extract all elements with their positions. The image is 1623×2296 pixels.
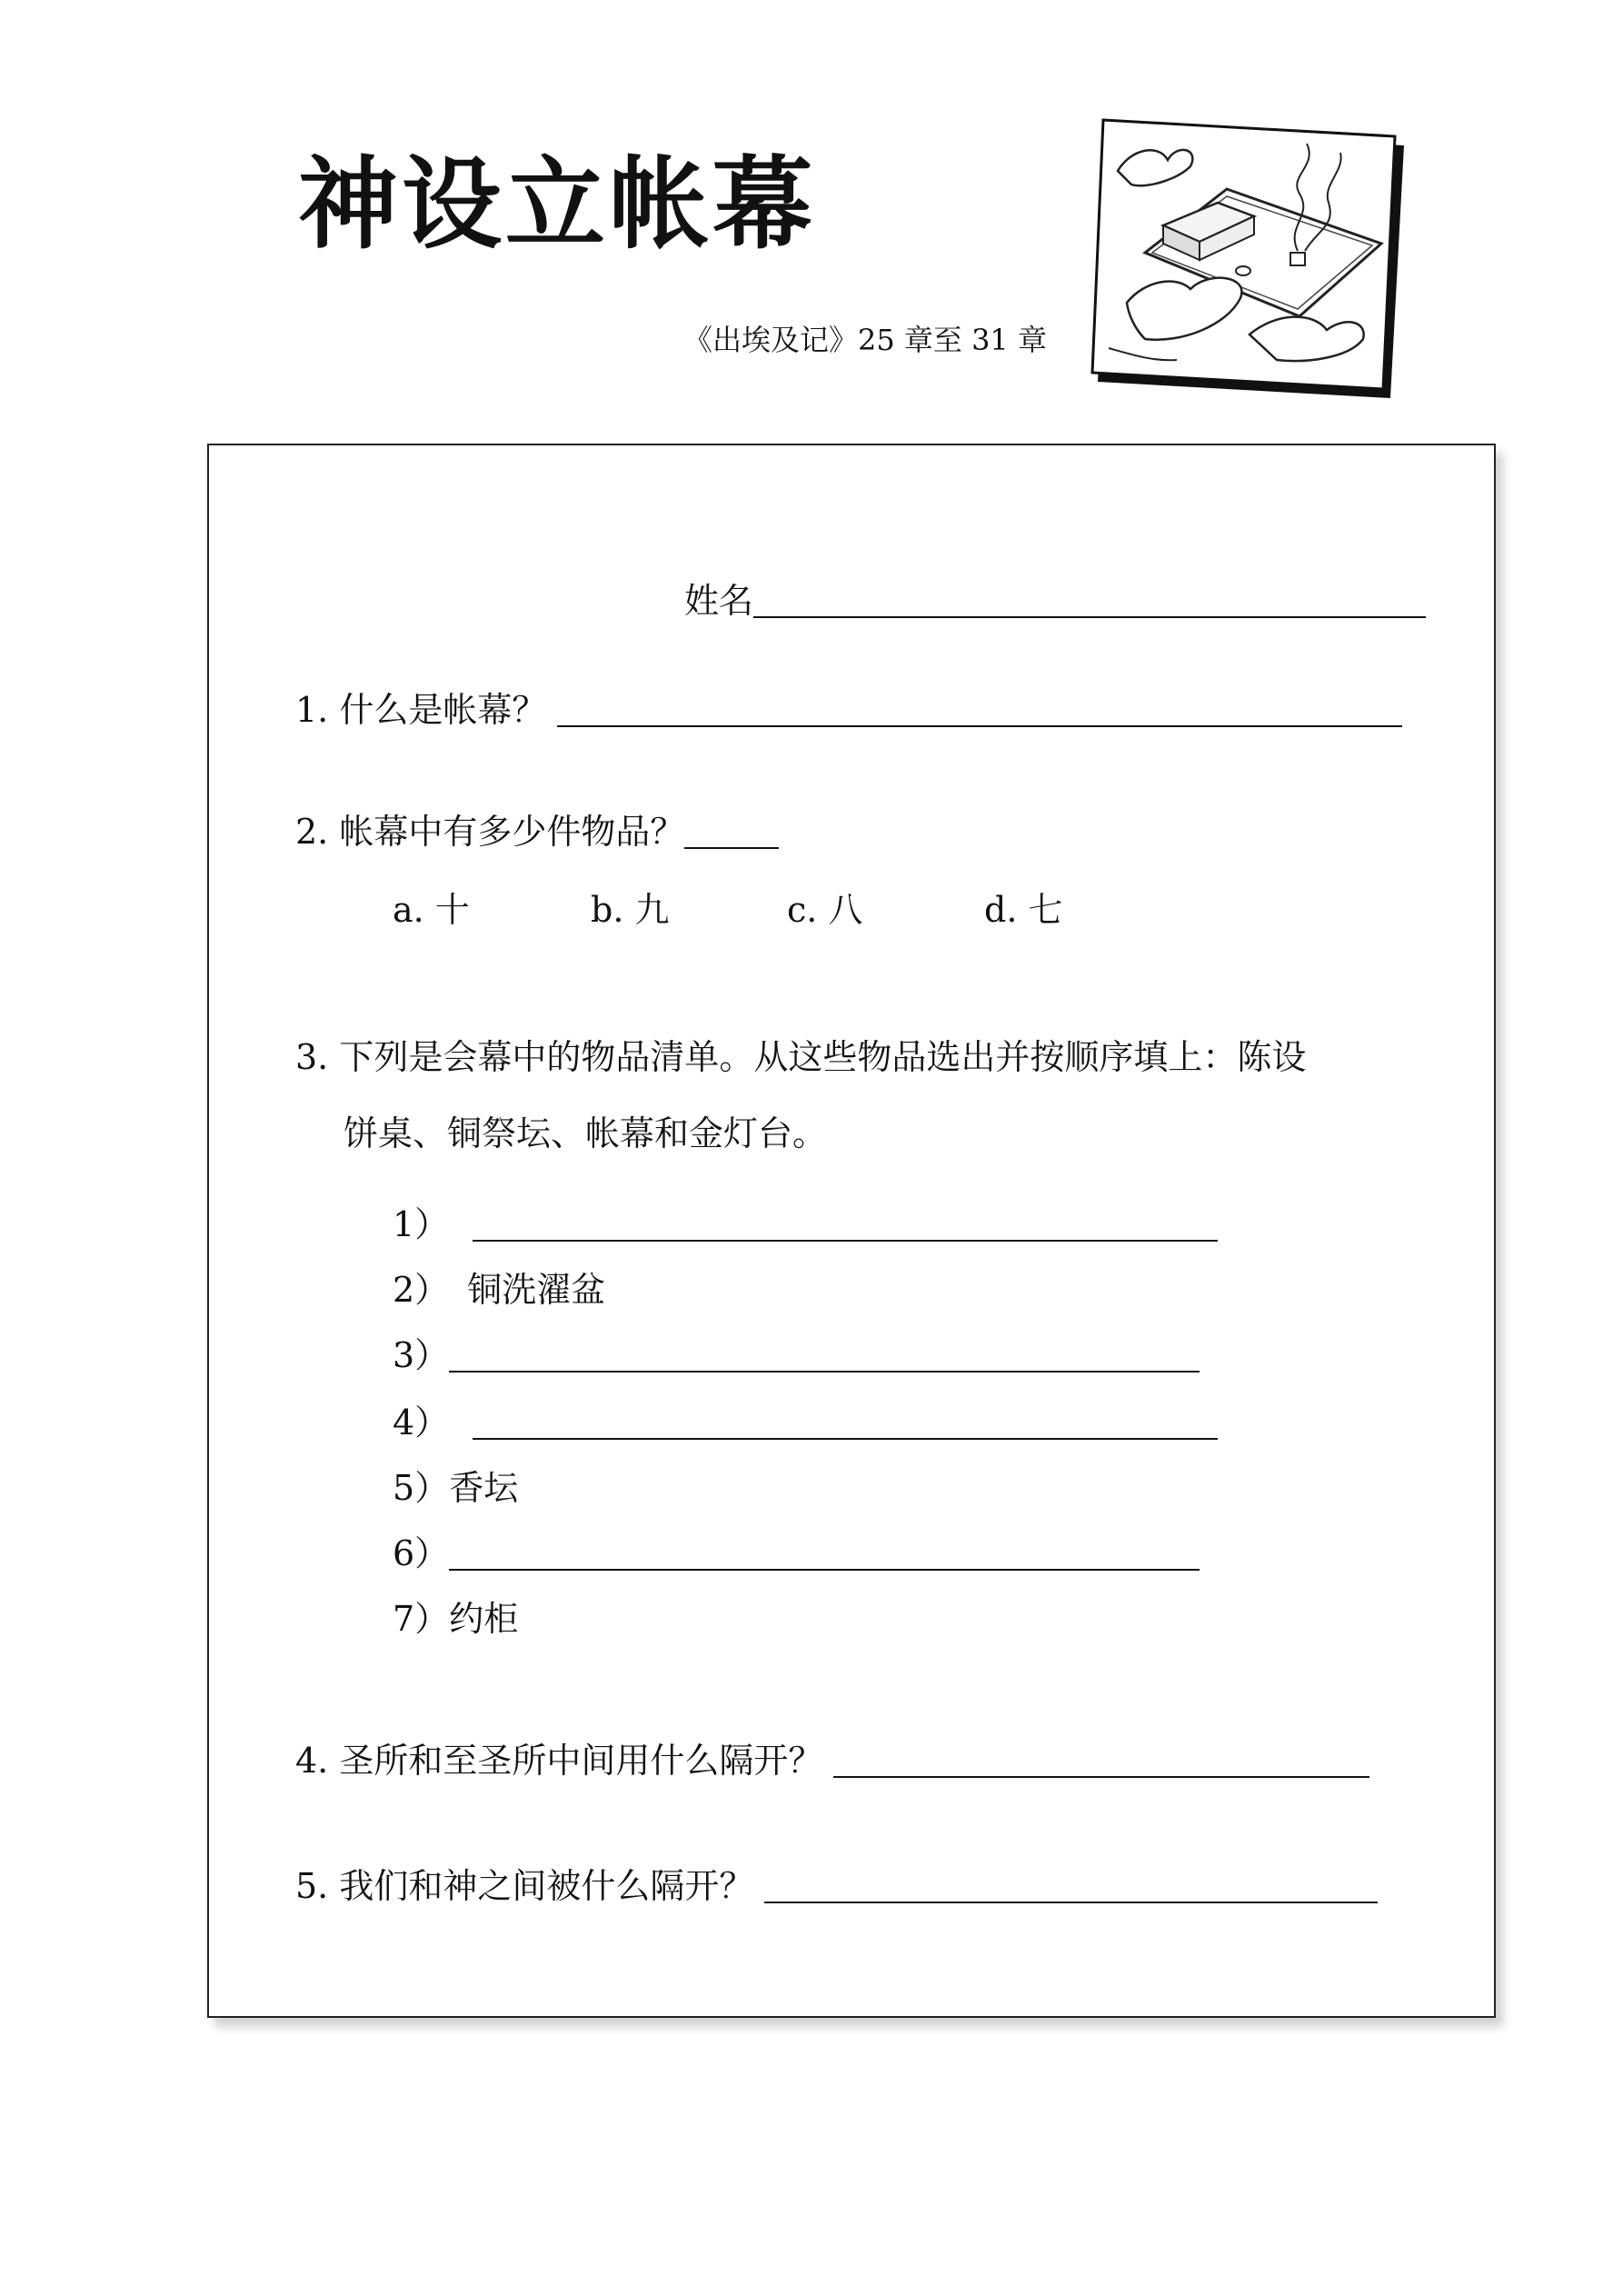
question-2-answer-field[interactable]: [684, 816, 779, 849]
question-2-option-c[interactable]: c. 八: [787, 890, 863, 930]
question-2-option-d[interactable]: d. 七: [984, 890, 1063, 930]
list-item: [393, 1405, 1218, 1440]
question-4-answer-field[interactable]: [833, 1745, 1369, 1778]
list-item-answer-field[interactable]: [473, 1209, 1218, 1242]
question-1-answer-field[interactable]: [557, 694, 1402, 727]
question-5-answer-field[interactable]: [764, 1871, 1378, 1903]
list-item-number: 4）: [393, 1403, 450, 1442]
list-item-answer-field[interactable]: [449, 1538, 1200, 1571]
list-item-answer-field[interactable]: [473, 1407, 1218, 1440]
list-item-text: 约柜: [449, 1599, 519, 1639]
question-5-label: 5. 我们和神之间被什么隔开？: [295, 1866, 754, 1906]
list-item-number: 5）: [393, 1468, 450, 1508]
list-item-text: 香坛: [449, 1468, 519, 1508]
list-item: [393, 1468, 519, 1508]
question-1: [295, 690, 1402, 730]
question-1-label: 1. 什么是帐幕？: [295, 690, 547, 730]
worksheet-title: 神设立帐幕: [298, 146, 816, 263]
list-item-number: 1）: [393, 1204, 450, 1244]
list-item-number: 6）: [393, 1533, 450, 1573]
question-2-label: 2. 帐幕中有多少件物品？: [295, 812, 685, 852]
question-4-label: 4. 圣所和至圣所中间用什么隔开？: [295, 1741, 823, 1781]
list-item: [393, 1533, 1200, 1573]
scripture-reference: 《出埃及记》25 章至 31 章: [683, 323, 1047, 357]
list-item: [393, 1599, 519, 1639]
list-item: [393, 1204, 1218, 1244]
name-field[interactable]: [753, 585, 1426, 618]
tabernacle-illustration-icon: [1090, 116, 1409, 407]
question-2-option-a[interactable]: a. 十: [393, 890, 470, 930]
list-item-text: 铜洗濯盆: [467, 1270, 606, 1310]
list-item: [393, 1270, 606, 1310]
question-2-option-b[interactable]: b. 九: [591, 890, 670, 930]
list-item-number: 2）: [393, 1270, 450, 1310]
list-item-answer-field[interactable]: [449, 1340, 1200, 1373]
name-row: [684, 581, 1426, 621]
name-label: 姓名: [684, 581, 754, 621]
question-4: [295, 1741, 1369, 1781]
list-item-number: 7）: [393, 1599, 450, 1639]
question-2: [295, 812, 779, 852]
question-3-line-1: 3. 下列是会幕中的物品清单。从这些物品选出并按顺序填上：陈设: [295, 1037, 1307, 1077]
list-item: [393, 1335, 1200, 1375]
question-5: [295, 1866, 1378, 1906]
list-item-number: 3）: [393, 1335, 450, 1375]
question-3-line-2: 饼桌、铜祭坛、帐幕和金灯台。: [344, 1113, 828, 1153]
